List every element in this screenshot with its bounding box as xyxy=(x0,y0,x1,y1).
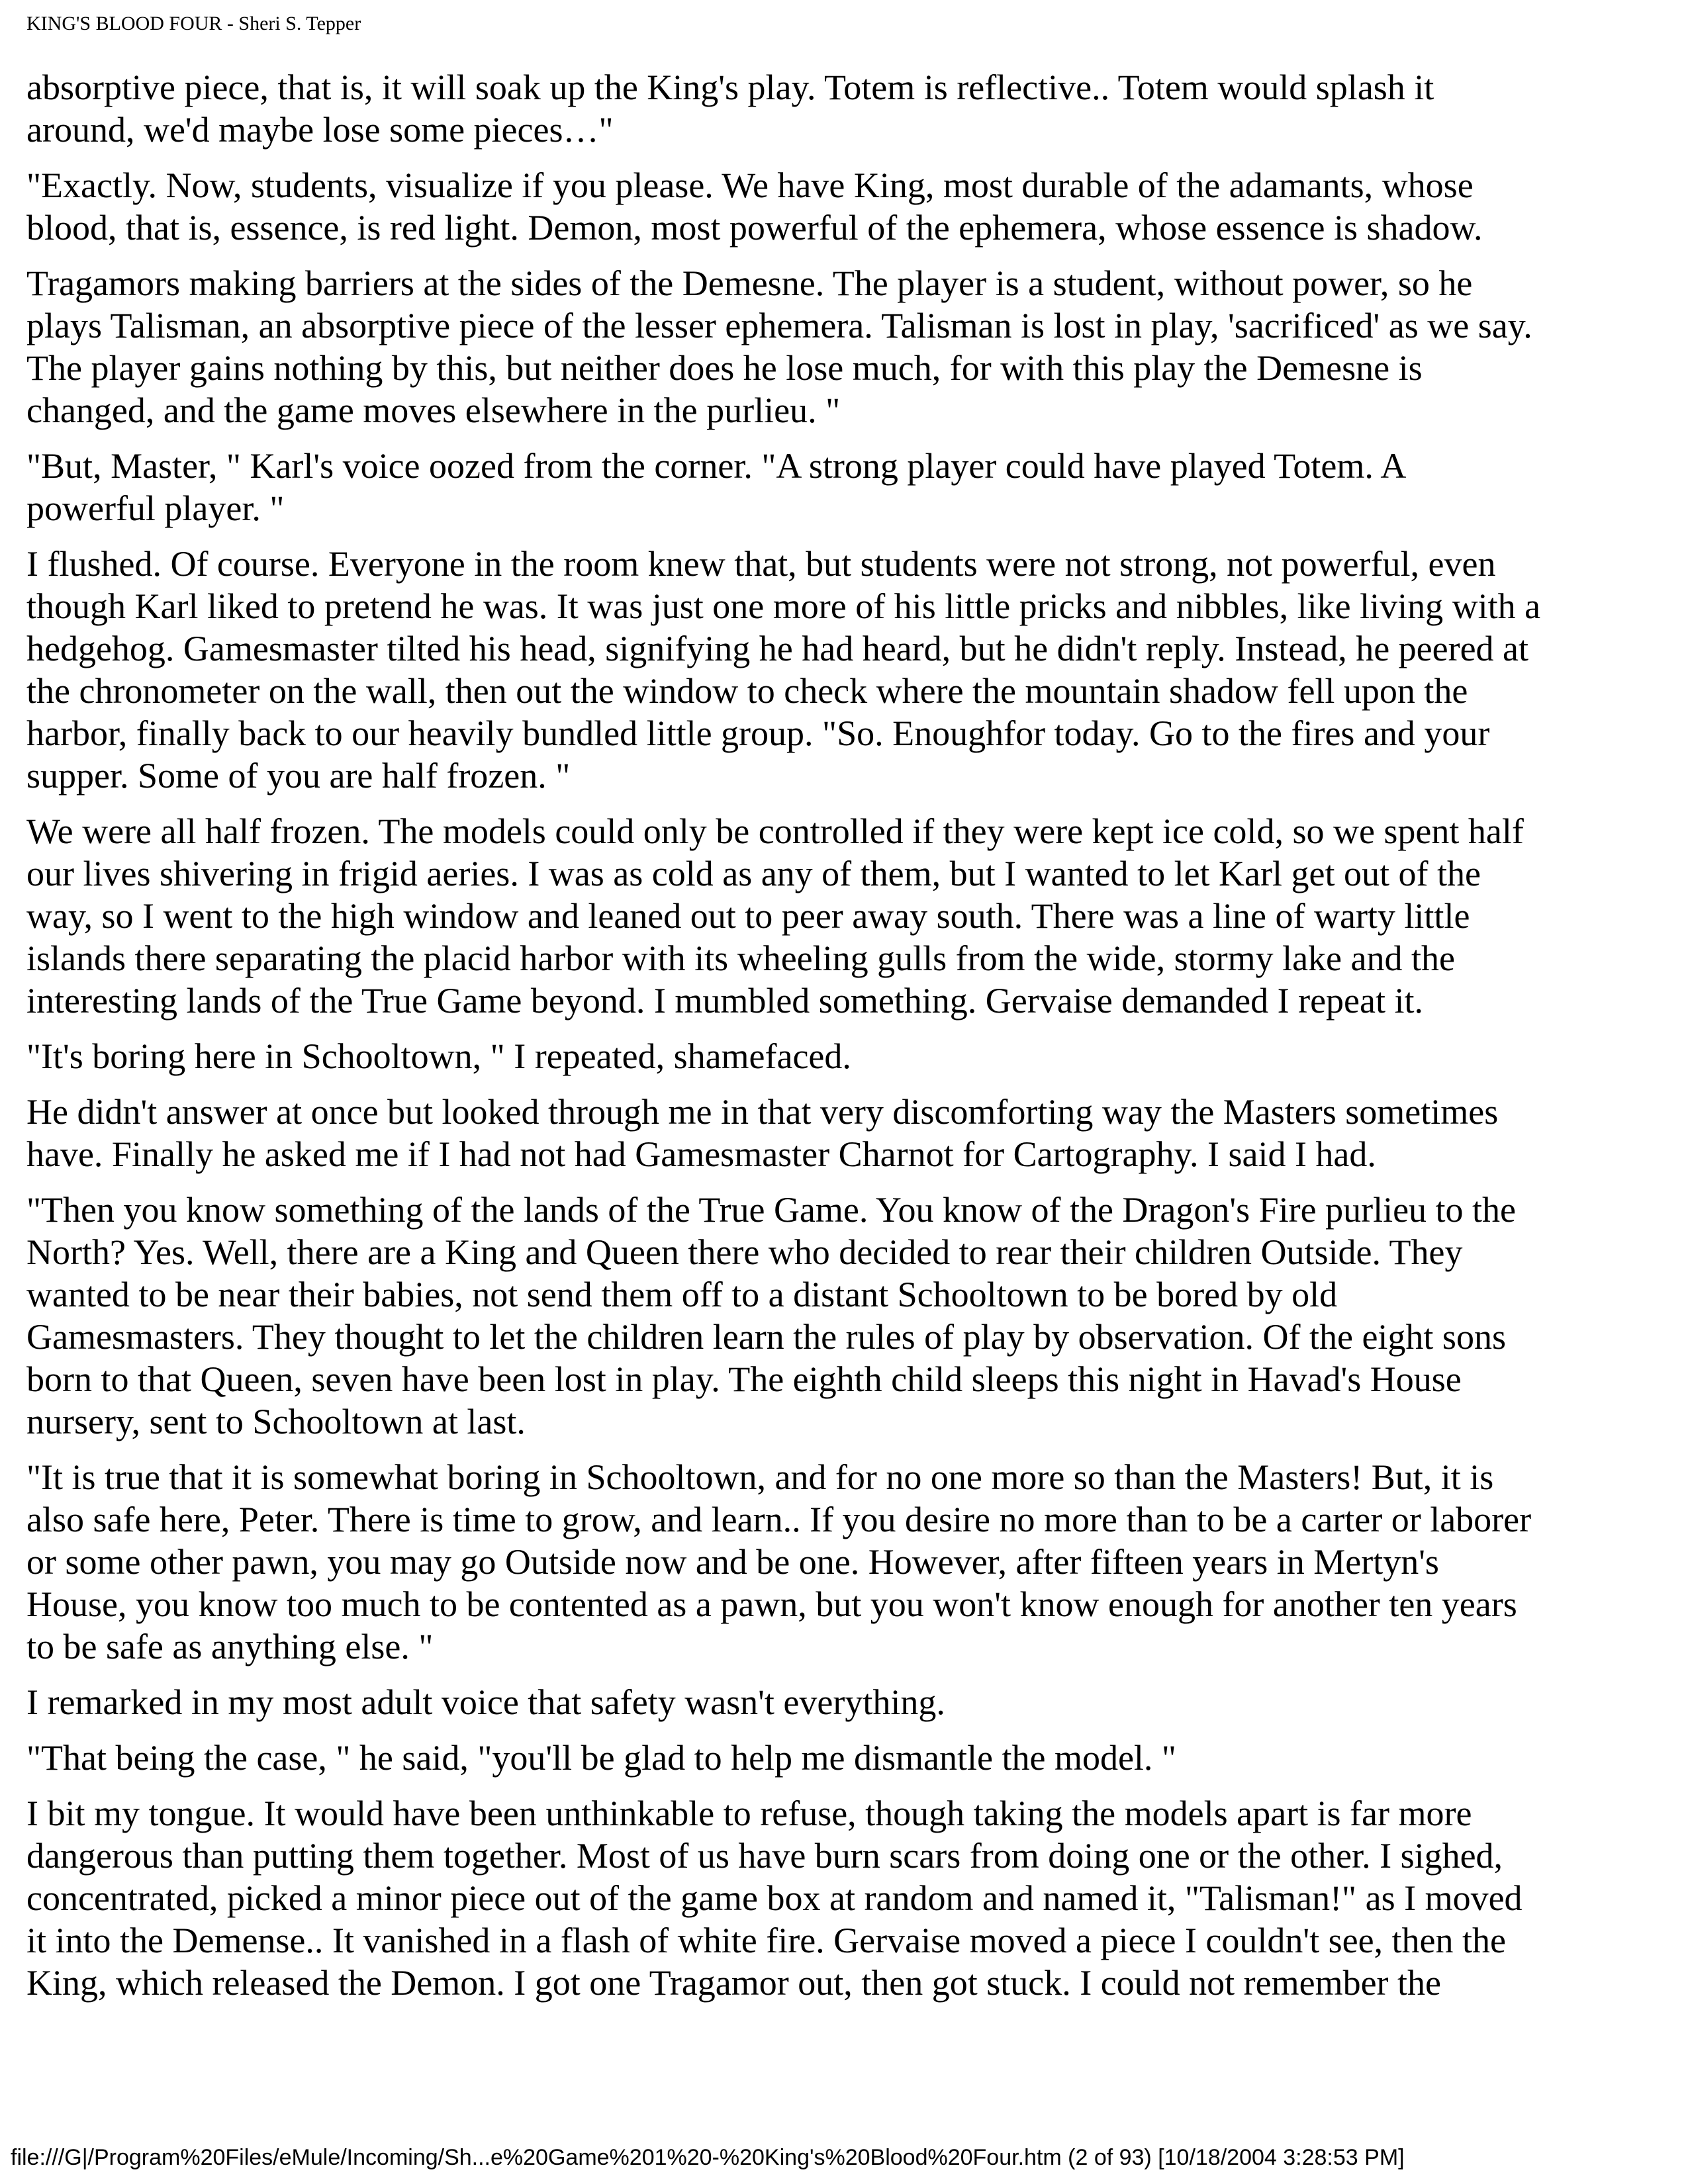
paragraph: "But, Master, " Karl's voice oozed from the corner. "A strong player could have played Totem. A powerful player. " xyxy=(26,446,1407,528)
paragraph: We were all half frozen. The models could only be controlled if they were kept ice cold, so we spent half our lives shivering in frigid aeries. I was as cold as any of them, but I wanted to let Karl get out of the way, so I went to the high window and leaned out to peer away south. There was a line of warty little islands there separating the placid harbor with its wheeling gulls from the wide, stormy lake and the interesting lands of the True Game beyond. I mumbled something. Gervaise demanded I repeat it. xyxy=(26,811,1524,1021)
paragraph: "Then you know something of the lands of the True Game. You know of the Dragon's Fire purlieu to the North? Yes. Well, there are a King and Queen there who decided to rear their children Outside. They wanted to be near their babies, not send them off to a distant Schooltown to be bored by old Gamesmasters. They thought to let the children learn the rules of play by observation. Of the eight sons born to that Queen, seven have been lost in play. The eighth child sleeps this night in Havad's House nursery, sent to Schooltown at last. xyxy=(26,1190,1517,1441)
page-header: KING'S BLOOD FOUR - Sheri S. Tepper xyxy=(26,13,361,34)
paragraph: "It's boring here in Schooltown, " I repeated, shamefaced. xyxy=(26,1036,851,1076)
paragraph: Tragamors making barriers at the sides of the Demesne. The player is a student, without power, so he plays Talisman, an absorptive piece of the lesser ephemera. Talisman is lost in play, 'sacrificed' as we say. The player gains nothing by this, but neither does he lose much, for with this play the Demesne is changed, and the game moves elsewhere in the purlieu. " xyxy=(26,263,1532,430)
page-footer-url: file:///G|/Program%20Files/eMule/Incoming/Sh...e%20Game%201%20-%20King's%20Blood%20Four.htm (2 of 93) [10/18/2004 3:28:53 PM] xyxy=(11,2145,1405,2170)
document-body xyxy=(26,66,1665,2017)
paragraph: "It is true that it is somewhat boring in Schooltown, and for no one more so than the Masters! But, it is also safe here, Peter. There is time to grow, and learn.. If you desire no more than to be a carter or laborer or some other pawn, you may go Outside now and be one. However, after fifteen years in Mertyn's House, you know too much to be contented as a pawn, but you won't know enough for another ten years to be safe as anything else. " xyxy=(26,1457,1532,1666)
paragraph: I flushed. Of course. Everyone in the room knew that, but students were not strong, not powerful, even though Karl liked to pretend he was. It was just one more of his little pricks and nibbles, like living with a hedgehog. Gamesmaster tilted his head, signifying he had heard, but he didn't reply. Instead, he peered at the chronometer on the wall, then out the window to check where the mountain shadow fell upon the harbor, finally back to our heavily bundled little group. "So. Enoughfor today. Go to the fires and your supper. Some of you are half frozen. " xyxy=(26,544,1541,796)
paragraph: He didn't answer at once but looked through me in that very discomforting way the Masters sometimes have. Finally he asked me if I had not had Gamesmaster Charnot for Cartography. I said I had. xyxy=(26,1092,1499,1174)
paragraph: "That being the case, " he said, "you'll be glad to help me dismantle the model. " xyxy=(26,1738,1176,1778)
paragraph: "Exactly. Now, students, visualize if you please. We have King, most durable of the adamants, whose blood, that is, essence, is red light. Demon, most powerful of the ephemera, whose essence is shadow. xyxy=(26,165,1483,248)
paragraph: I remarked in my most adult voice that safety wasn't everything. xyxy=(26,1682,945,1722)
paragraph: I bit my tongue. It would have been unthinkable to refuse, though taking the models apart is far more dangerous than putting them together. Most of us have burn scars from doing one or the other. I sighed, concentrated, picked a minor piece out of the game box at random and named it, "Talisman!" as I moved it into the Demense.. It vanished in a flash of white fire. Gervaise moved a piece I couldn't see, then the King, which released the Demon. I got one Tragamor out, then got stuck. I could not remember the xyxy=(26,1794,1523,2003)
paragraph: absorptive piece, that is, it will soak up the King's play. Totem is reflective.. Totem would splash it around, we'd maybe lose some pieces…" xyxy=(26,68,1434,150)
